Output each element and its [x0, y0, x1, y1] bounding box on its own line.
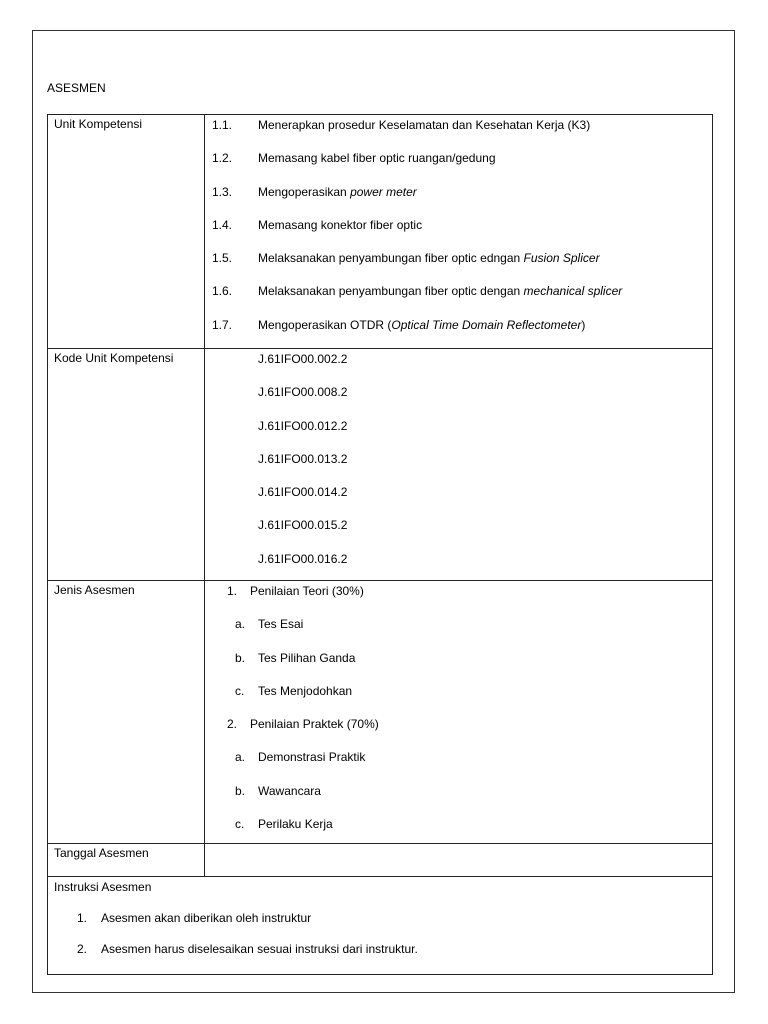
unit-item-text-italic: Fusion Splicer — [523, 251, 600, 266]
row-kode-unit — [48, 349, 713, 581]
kode-unit-code: J.61IFO00.013.2 — [258, 451, 348, 466]
unit-item — [205, 217, 712, 250]
jenis-asesmen-item — [205, 783, 712, 816]
kode-unit-item — [205, 384, 712, 417]
jenis-asesmen-number: c. — [235, 817, 245, 832]
jenis-asesmen-item — [205, 616, 712, 649]
jenis-asesmen-text: Penilaian Teori (30%) — [250, 584, 364, 598]
unit-kompetensi-label: Unit Kompetensi — [48, 115, 205, 349]
unit-item — [205, 184, 712, 217]
tanggal-asesmen-label: Tanggal Asesmen — [48, 844, 205, 877]
kode-unit-code: J.61IFO00.016.2 — [258, 551, 348, 566]
unit-item-number: 1.3. — [212, 184, 233, 199]
unit-item-text-italic: power meter — [350, 184, 417, 199]
kode-unit-code: J.61IFO00.008.2 — [258, 385, 348, 400]
jenis-asesmen-text: Tes Menjodohkan — [258, 683, 353, 698]
jenis-asesmen-item — [205, 683, 712, 716]
unit-item-number: 1.4. — [212, 217, 233, 232]
unit-item-text-pre: Mengoperasikan OTDR ( — [258, 317, 392, 332]
jenis-asesmen-item — [205, 650, 712, 683]
unit-item-number: 1.6. — [212, 284, 233, 299]
unit-item — [205, 283, 712, 316]
jenis-asesmen-number: 2. — [227, 717, 238, 732]
unit-item — [205, 250, 712, 283]
kode-unit-item — [205, 484, 712, 517]
unit-item-text — [258, 117, 590, 133]
jenis-asesmen-number: b. — [235, 650, 246, 665]
jenis-asesmen-text: Penilaian Praktek (70%) — [250, 717, 379, 732]
jenis-asesmen-item — [205, 716, 712, 749]
kode-unit-code: J.61IFO00.012.2 — [258, 418, 348, 433]
kode-unit-item — [205, 551, 712, 584]
unit-item-text — [258, 150, 496, 166]
unit-item-text — [258, 317, 585, 333]
unit-item-text-pre: Memasang konektor fiber optic — [258, 217, 423, 232]
kode-unit-code: J.61IFO00.015.2 — [258, 518, 348, 533]
unit-item-number: 1.5. — [212, 251, 233, 266]
instruksi-number: 2. — [77, 942, 88, 956]
jenis-asesmen-label: Jenis Asesmen — [48, 581, 205, 844]
unit-item-text — [258, 250, 600, 266]
kode-unit-code: J.61IFO00.014.2 — [258, 485, 348, 500]
row-jenis-asesmen — [48, 581, 713, 844]
jenis-asesmen-item — [205, 816, 712, 849]
kode-unit-list — [205, 351, 712, 580]
jenis-asesmen-number: a. — [235, 617, 246, 632]
kode-unit-code: J.61IFO00.002.2 — [258, 352, 348, 366]
unit-item-text-italic: mechanical splicer — [523, 284, 623, 299]
instruksi-text: Asesmen harus diselesaikan sesuai instruksi dari instruktur. — [101, 942, 418, 956]
jenis-asesmen-text: Demonstrasi Praktik — [258, 750, 366, 765]
page-title: ASESMEN — [47, 81, 106, 95]
jenis-asesmen-text: Wawancara — [258, 783, 321, 798]
unit-item-number: 1.2. — [212, 151, 233, 166]
jenis-asesmen-text: Tes Esai — [258, 617, 304, 632]
jenis-asesmen-text: Tes Pilihan Ganda — [258, 650, 356, 665]
instruksi-item — [48, 941, 712, 972]
instruksi-list — [48, 910, 712, 972]
kode-unit-item — [205, 517, 712, 550]
unit-item-text-post: ) — [581, 317, 586, 332]
instruksi-text: Asesmen akan diberikan oleh instruktur — [101, 911, 312, 925]
unit-item — [205, 117, 712, 150]
jenis-asesmen-number: a. — [235, 750, 246, 765]
kode-unit-label: Kode Unit Kompetensi — [48, 349, 205, 581]
jenis-asesmen-item — [205, 749, 712, 782]
jenis-asesmen-number: 1. — [227, 584, 238, 598]
unit-item-text — [258, 184, 417, 200]
unit-kompetensi-list — [205, 117, 712, 348]
unit-item-text-pre: Melaksanakan penyambungan fiber optic dengan — [258, 284, 524, 299]
unit-item-text-pre: Memasang kabel fiber optic ruangan/gedung — [258, 151, 496, 166]
row-unit-kompetensi — [48, 115, 713, 349]
kode-unit-item — [205, 351, 712, 384]
jenis-asesmen-number: c. — [235, 683, 245, 698]
unit-item-text-pre: Menerapkan prosedur Keselamatan dan Kesehatan Kerja (K3) — [258, 118, 591, 132]
assessment-table — [47, 114, 713, 975]
unit-item-text — [258, 217, 422, 233]
unit-item-text — [258, 283, 622, 299]
kode-unit-item — [205, 418, 712, 451]
kode-unit-item — [205, 451, 712, 484]
jenis-asesmen-list — [205, 583, 712, 843]
unit-item-number: 1.1. — [212, 118, 233, 132]
instruksi-item — [48, 910, 712, 941]
jenis-asesmen-item — [205, 583, 712, 616]
instruksi-label: Instruksi Asesmen — [54, 880, 152, 894]
unit-item-text-pre: Mengoperasikan — [258, 184, 351, 199]
row-instruksi — [48, 877, 713, 975]
unit-item-number: 1.7. — [212, 317, 233, 332]
unit-item-text-italic: Optical Time Domain Reflectometer — [391, 317, 582, 332]
jenis-asesmen-text: Perilaku Kerja — [258, 817, 333, 832]
instruksi-number: 1. — [77, 911, 88, 925]
jenis-asesmen-number: b. — [235, 783, 246, 798]
unit-item — [205, 150, 712, 183]
unit-item — [205, 317, 712, 350]
unit-item-text-pre: Melaksanakan penyambungan fiber optic edngan — [258, 251, 524, 266]
